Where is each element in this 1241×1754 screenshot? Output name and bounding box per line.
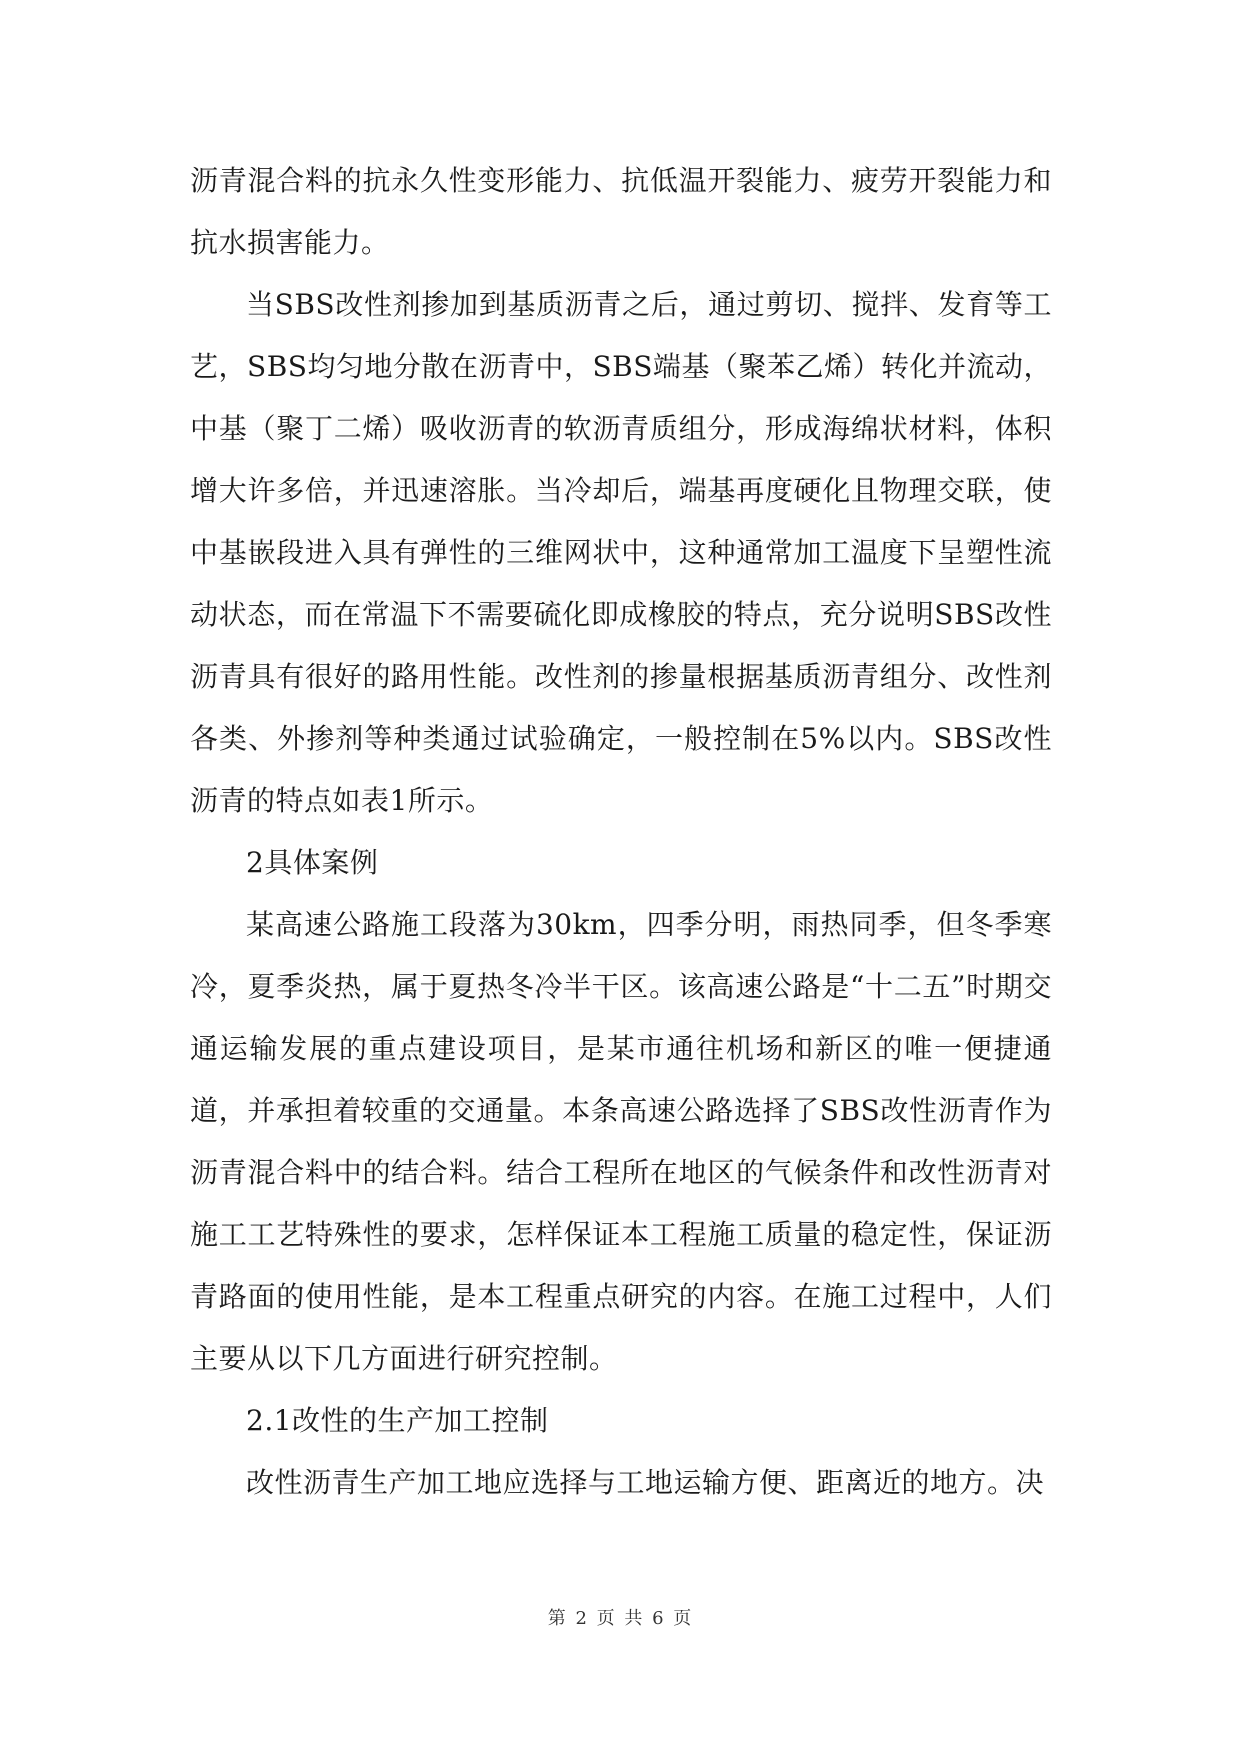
paragraph-continuation: 沥青混合料的抗永久性变形能力、抗低温开裂能力、疲劳开裂能力和抗水损害能力。 — [190, 164, 1052, 259]
page-number-footer: 第 2 页 共 6 页 — [547, 1608, 694, 1629]
section-heading-case: 2具体案例 — [246, 846, 379, 879]
paragraph-production: 改性沥青生产加工地应选择与工地运输方便、距离近的地方。决 — [246, 1466, 1045, 1499]
subsection-heading-production: 2.1改性的生产加工控制 — [246, 1404, 549, 1437]
paragraph-case-description: 某高速公路施工段落为30km，四季分明，雨热同季，但冬季寒冷，夏季炎热，属于夏热冬冷半干区。该高速公路是“十二五”时期交通运输发展的重点建设项目，是某市通往机场和新区的唯一便捷通道，并承担着较重的交通量。本条高速公路选择了SBS改性沥青作为沥青混合料中的结合料。结合工程所在地区的气候条件和改性沥青对施工工艺特殊性的要求，怎样保证本工程施工质量的稳定性，保证沥青路面的使用性能，是本工程重点研究的内容。在施工过程中，人们主要从以下几方面进行研究控制。 — [190, 908, 1052, 1375]
document-body — [190, 150, 1052, 1514]
paragraph-sbs-mechanism: 当SBS改性剂掺加到基质沥青之后，通过剪切、搅拌、发育等工艺，SBS均匀地分散在沥青中，SBS端基（聚苯乙烯）转化并流动，中基（聚丁二烯）吸收沥青的软沥青质组分，形成海绵状材料，体积增大许多倍，并迅速溶胀。当冷却后，端基再度硬化且物理交联，使中基嵌段进入具有弹性的三维网状中，这种通常加工温度下呈塑性流动状态，而在常温下不需要硫化即成橡胶的特点，充分说明SBS改性沥青具有很好的路用性能。改性剂的掺量根据基质沥青组分、改性剂各类、外掺剂等种类通过试验确定，一般控制在5%以内。SBS改性沥青的特点如表1所示。 — [190, 288, 1052, 817]
